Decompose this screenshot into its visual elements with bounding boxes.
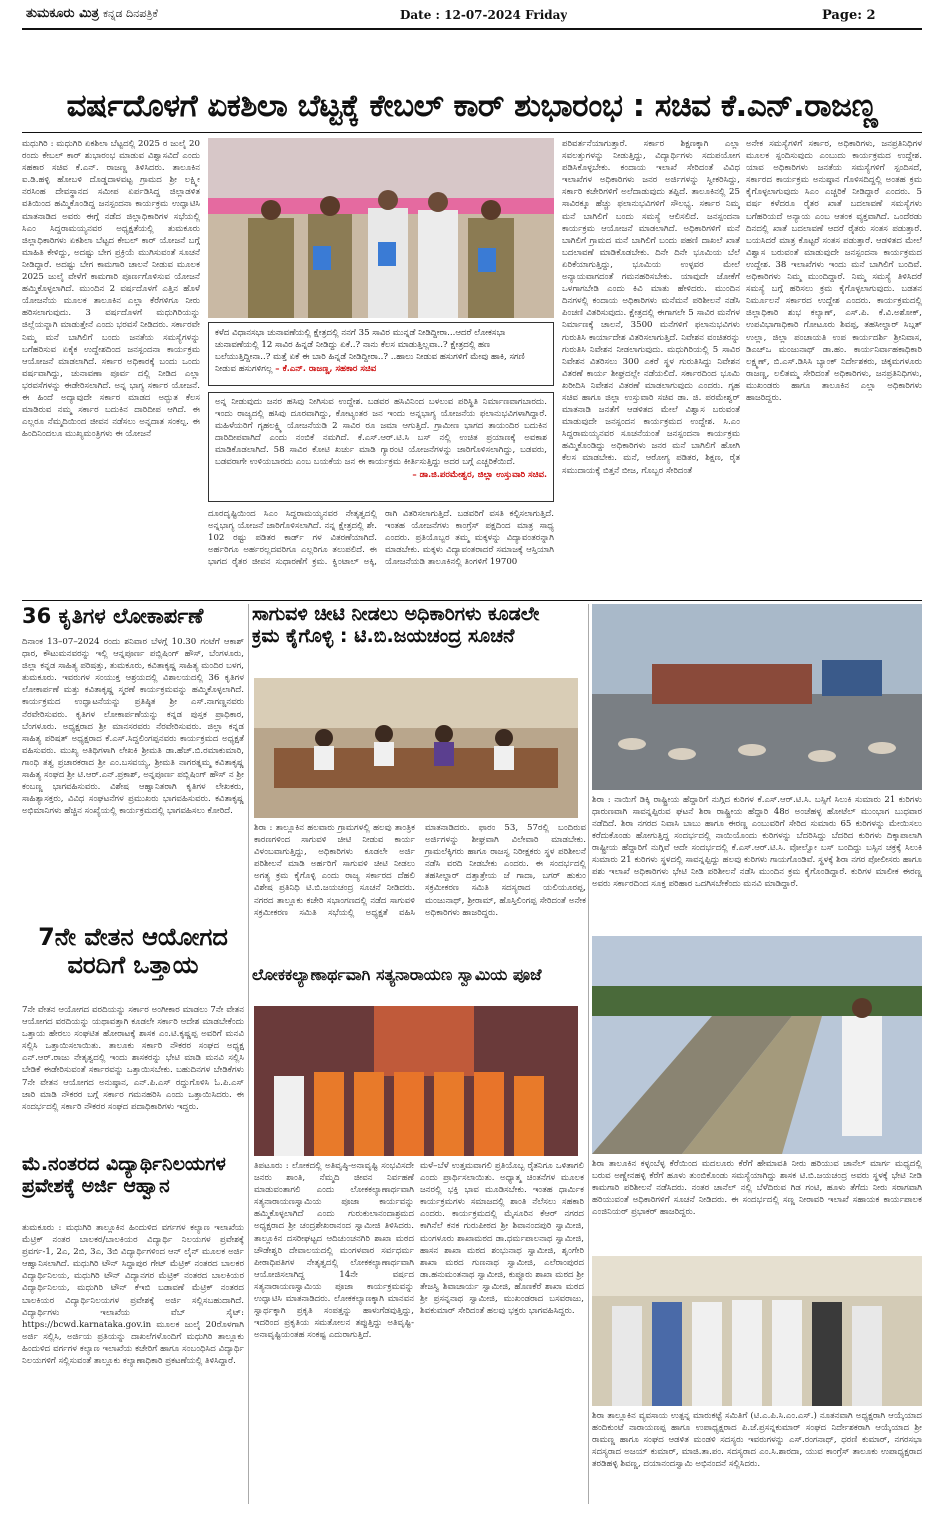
- canal-photo: [592, 936, 922, 1154]
- land-headline-line1: ಸಾಗುವಳಿ ಚೀಟಿ ನೀಡಲು ಅಧಿಕಾರಿಗಳು ಕೂಡಲೇ: [252, 604, 540, 625]
- hostel-headline-line1: ಮೆ.ನಂತರದ ವಿದ್ಯಾರ್ಥಿನಿಲಯಗಳ: [22, 1154, 226, 1175]
- land-headline-line2: ಕ್ರಮ ಕೈಗೊಳ್ಳಿ : ಟಿ.ಬಿ.ಜಯಚಂದ್ರ ಸೂಚನೆ: [252, 624, 515, 647]
- minister-quote-box: [208, 322, 554, 386]
- parameshwar-attribution: – ಡಾ.ಜಿ.ಪರಮೇಶ್ವರ, ಜಿಲ್ಲಾ ಉಸ್ತುವಾರಿ ಸಚಿವ.: [412, 469, 547, 480]
- highway-photo-graphic: [592, 604, 922, 790]
- masthead-title: ತುಮಕೂರು ಮಿತ್ರ: [26, 6, 99, 21]
- satyanarayana-photo: [254, 1006, 578, 1156]
- headline-rule: [22, 132, 922, 133]
- quote-attribution: – ಕೆ.ಎನ್. ರಾಜಣ್ಣ, ಸಹಕಾರ ಸಚಿವ: [275, 364, 377, 374]
- canal-caption: ಶಿರಾ ತಾಲೂಕಿನ ಕಳ್ಳಂಬೆಳ್ಳ ಕೆರೆಯಿಂದ ಮದಲೂರು ಕೆರೆಗೆ ಹೇಮಾವತಿ ನೀರು ಹರಿಯುವ ಚಾನೆಲ್ ಮಾರ್ಗ ಮಧ್ಯದಲ್ಲಿ ಬರುವ ಅಣ್ಣೇನಹಳ್ಳಿ ಕೆರೆಗೆ ಹೂಳು ತುಂಬಿಕೊಂಡು ಸಮಸ್ಯೆಯಾಗಿದ್ದು ಶಾಸಕ ಟಿ.ಬಿ.ಜಯಚಂದ್ರ ಅವರು ಸ್ಥಳಕ್ಕೆ ಭೇಟಿ ನೀಡಿ ಕಾಮಗಾರಿ ಪರಿಶೀಲನೆ ನಡೆಸಿದರು. ನಂತರ ಚಾನೆಲ್ ನಲ್ಲಿ ಬೆಳೆದಿರುವ ಗಿಡ ಗಂಟಿ, ಹೂಳು ತೆಗೆದು ನೀರು ಸರಾಗವಾಗಿ ಹರಿಯುವಂತೆ ಅಧಿಕಾರಿಗಳಿಗೆ ಸೂಚನೆ ನೀಡಿದರು. ಈ ಸಂದರ್ಭದಲ್ಲಿ ಸಣ್ಣ ನೀರಾವರಿ ಇಲಾಖೆ ಸಹಾಯಕ ಕಾರ್ಯಪಾಲಕ ಎಂಜಿನಿಯರ್ ಪ್ರಭಾಕರ್ ಹಾಜರಿದ್ದರು.: [592, 1159, 922, 1217]
- hostel-body: ತುಮಕೂರು : ಮಧುಗಿರಿ ತಾಲ್ಲೂಕಿನ ಹಿಂದುಳಿದ ವರ್ಗಗಳ ಕಲ್ಯಾಣ ಇಲಾಖೆಯ ಮೆಟ್ರಿಕ್ ನಂತರ ಬಾಲಕರ/ಬಾಲಕಿಯರ ವಿದ್ಯಾರ್ಥಿ ನಿಲಯಗಳ ಪ್ರವೇಶಕ್ಕೆ ಪ್ರವರ್ಗ-1, 2ಎ, 2ಬಿ, 3ಎ, 3ಬಿ ವಿದ್ಯಾರ್ಥಿಗಳಿಂದ ಆನ್ ಲೈನ್ ಮೂಲಕ ಅರ್ಜಿ ಆಹ್ವಾನಿಸಲಾಗಿದೆ. ಮಧುಗಿರಿ ಟೌನ್ ಸಿದ್ದಾಪುರ ಗೇಟ್ ಮೆಟ್ರಿಕ್ ನಂತರದ ಬಾಲಕರ ವಿದ್ಯಾರ್ಥಿನಿಲಯ, ಮಧುಗಿರಿ ಟೌನ್ ವಿದ್ಯಾನಗರ ಮೆಟ್ರಿಕ್ ನಂತರದ ಬಾಲಕಿಯರ ವಿದ್ಯಾರ್ಥಿನಿಲಯ, ಮಧುಗಿರಿ ಟೌನ್ ಕೆಇಬಿ ಬಡಾವಣೆ ಮೆಟ್ರಿಕ್ ನಂತರದ ಬಾಲಕಿಯರ ವಿದ್ಯಾರ್ಥಿನಿಲಯಗಳ ಪ್ರವೇಶಕ್ಕೆ ಅರ್ಜಿ ಸಲ್ಲಿಸಬಹುದಾಗಿದೆ. ವಿದ್ಯಾರ್ಥಿಗಳು ಇಲಾಖೆಯ ವೆಬ್ ಸೈಟ್: https://bcwd.karnataka.gov.in ಮೂಲಕ ಜುಲೈ 20ರೊಳಗಾಗಿ ಅರ್ಜಿ ಸಲ್ಲಿಸಿ, ಅರ್ಜಿಯ ಪ್ರತಿಯನ್ನು ದಾಖಲೆಗಳೊಂದಿಗೆ ಮಧುಗಿರಿ ತಾಲ್ಲೂಕು ಹಿಂದುಳಿದ ವರ್ಗಗಳ ಕಲ್ಯಾಣ ಇಲಾಖೆಯ ಕಚೇರಿಗೆ ಹಾಗೂ ಸಂಬಂಧಿಸಿದ ವಿದ್ಯಾರ್ಥಿ ನಿಲಯಗಳಿಗೆ ಸಲ್ಲಿಸುವಂತೆ ತಾಲ್ಲೂಕು ಕಲ್ಯಾಣಾಧಿಕಾರಿ ಪ್ರಕಟಣೆಯಲ್ಲಿ ತಿಳಿಸಿದ್ದಾರೆ.: [22, 1223, 244, 1367]
- accident-caption: ಶಿರಾ : ನಾಯಿಗೆ ಡಿಕ್ಕಿ ರಾಷ್ಟ್ರೀಯ ಹೆದ್ದಾರಿಗೆ ನುಗ್ಗಿದ ಕುರಿಗಳ ಕೆ.ಎಸ್.ಆರ್.ಟಿ.ಸಿ. ಬಸ್ಸಿಗೆ ಸಿಲುಕಿ ಸುಮಾರು 21 ಕುರಿಗಳು ಧಾರುಣವಾಗಿ ಸಾವನ್ನಪ್ಪಿರುವ ಘಟನೆ ಶಿರಾ ರಾಷ್ಟ್ರೀಯ ಹೆದ್ದಾರಿ 48ರ ಅಂಚೆಹಳ್ಳ ಹೋಟೆಲ್ ಮುಂಭಾಗ ಬುಧವಾರ ನಡೆದಿದೆ. ಶಿರಾ ನಗರದ ನಿವಾಸಿ ಬಾಬು ಹಾಗೂ ಈರಣ್ಣ ಎಂಬುವರಿಗೆ ಸೇರಿದ ಸುಮಾರು 65 ಕುರಿಗಳನ್ನು ಮೇಯಿಸಲು ಕರೆದುಕೊಂಡು ಹೋಗುತ್ತಿದ್ದ ಸಂದರ್ಭದಲ್ಲಿ ನಾಯಿಯೊಂದು ಕುರಿಗಳನ್ನು ಬೆದರಿಸಿದ್ದು ಬೆದರಿದ ಕುರಿಗಳು ದಿಕ್ಕಾಪಾಲಾಗಿ ರಾಷ್ಟ್ರೀಯ ಹೆದ್ದಾರಿಗೆ ನುಗ್ಗಿವೆ ಆದೇ ಸಂದರ್ಭದಲ್ಲಿ ಕೆ.ಎಸ್.ಆರ್.ಟಿ.ಸಿ. ವೋಲ್ವೋ ಬಸ್ ಬಂದಿದ್ದು ಬಸ್ಸಿನ ಚಕ್ರಕ್ಕೆ ಸಿಲುಕಿ ಸುಮಾರು 21 ಕುರಿಗಳು ಸ್ಥಳದಲ್ಲಿ ಸಾವನ್ನಪ್ಪಿದ್ದು ಹಲವು ಕುರಿಗಳು ಗಾಯಗೊಂಡಿವೆ. ಸ್ಥಳಕ್ಕೆ ಶಿರಾ ನಗರ ಪೋಲೀಸರು ಹಾಗೂ ಪಶು ಇಲಾಖೆ ಅಧಿಕಾರಿಗಳು ಭೇಟಿ ನೀಡಿ ಪರಿಶೀಲನೆ ನಡೆಸಿ ಮುಂದಿನ ಕ್ರಮ ಕೈಗೊಂಡಿದ್ದಾರೆ. ಕುರಿಗಳ ಮಾಲೀಕ ಈರಣ್ಣ ಅವರು ಸರ್ಕಾರದಿಂದ ಸೂಕ್ತ ಪರಿಹಾರ ಒದಗಿಸಬೇಕೆಂದು ಮನವಿ ಮಾಡಿದ್ದಾರೆ.: [592, 795, 922, 889]
- land-body: ಶಿರಾ : ತಾಲ್ಲೂಕಿನ ಹಲವಾರು ಗ್ರಾಮಗಳಲ್ಲಿ ಹಲವು ತಾಂತ್ರಿಕ ಕಾರಣಗಳಿಂದ ಸಾಗುವಳಿ ಚೀಟಿ ನೀಡುವ ಕಾರ್ಯ ವಿಳಂಬವಾಗುತ್ತಿದ್ದು, ಅಧಿಕಾರಿಗಳು ಕೂಡಲೇ ಅರ್ಜಿ ಪರಿಶೀಲನೆ ಮಾಡಿ ಅರ್ಹರಿಗೆ ಸಾಗುವಳಿ ಚೀಟಿ ನೀಡಲು ಅಗತ್ಯ ಕ್ರಮ ಕೈಗೊಳ್ಳಿ ಎಂದು ರಾಜ್ಯ ಸರ್ಕಾರದ ದೆಹಲಿ ವಿಶೇಷ ಪ್ರತಿನಿಧಿ ಟಿ.ಬಿ.ಜಯಚಂದ್ರ ಸೂಚನೆ ನೀಡಿದರು. ನಗರದ ತಾಲ್ಲೂಕು ಕಚೇರಿ ಸಭಾಂಗಣದಲ್ಲಿ ನಡೆದ ಸಾಗುವಳಿ ಸಕ್ರಮೀಕರಣ ಸಮಿತಿ ಸಭೆಯಲ್ಲಿ ಅಧ್ಯಕ್ಷತೆ ವಹಿಸಿ ಮಾತನಾಡಿದರು. ಫಾರಂ 53, 57ರಲ್ಲಿ ಬಂದಿರುವ ಅರ್ಜಿಗಳನ್ನು ಶೀಘ್ರವಾಗಿ ವಿಲೇವಾರಿ ಮಾಡಬೇಕು. ಗ್ರಾಮಲೆಕ್ಕಿಗರು ಹಾಗೂ ರಾಜಸ್ವ ನಿರೀಕ್ಷಕರು ಸ್ಥಳ ಪರಿಶೀಲನೆ ನಡೆಸಿ ವರದಿ ನೀಡಬೇಕು ಎಂದರು. ಈ ಸಂದರ್ಭದಲ್ಲಿ ತಹಸೀಲ್ದಾರ್ ದತ್ತಾತ್ರೇಯ ಜೆ ಗಾದಾ, ಬಗರ್ ಹುಕುಂ ಸಕ್ರಮೀಕರಣ ಸಮಿತಿ ಸದಸ್ಯರಾದ ಯಲಿಯೂರಪ್ಪ, ಮಂಜುನಾಥ್, ಶ್ರೀರಾಮ್, ಹೊಸ್ತಿಲಿಂಗಪ್ಪ ಸೇರಿದಂತೆ ಅನೇಕ ಅಧಿಕಾರಿಗಳು ಹಾಜರಿದ್ದರು.: [254, 823, 586, 918]
- parameshwar-quote-text: ಅನ್ನ ನೀಡುವುದು ಜನರ ಹಸಿವು ನೀಗಿಸುವ ಉದ್ದೇಶ. ಬಡವರ ಹಸಿವಿನಿಂದ ಬಳಲುವ ಪರಿಸ್ಥಿತಿ ನಿರ್ಮಾಣವಾಗಬಾರದು. ಇಂದು ರಾಜ್ಯದಲ್ಲಿ ಹಸಿವು ದೂರವಾಗಿದ್ದು, ಕೋಟ್ಯಂತರ ಜನ ಇಂದು ಅನ್ನಭಾಗ್ಯ ಯೋಜನೆಯ ಫಲಾನುಭವಿಗಳಾಗಿದ್ದಾರೆ. ಮಹಿಳೆಯರಿಗೆ ಗೃಹಲಕ್ಷ್ಮಿ ಯೋಜನೆಯಡಿ 2 ಸಾವಿರ ರೂ ಜಮಾ ಆಗುತ್ತಿದೆ. ಗ್ರಾಮೀಣ ಭಾಗದ ತಾಯಂದಿರ ಬದುಕಿನ ದಾರಿದೀಪವಾಗಿದೆ ಎಂದು ನಂಬಿಕೆ ನಮಗಿದೆ. ಕೆ.ಎಸ್.ಆರ್.ಟಿ.ಸಿ ಬಸ್ ನಲ್ಲಿ ಉಚಿತ ಪ್ರಯಾಣಕ್ಕೆ ಅವಕಾಶ ಮಾಡಿಕೊಡಲಾಗಿದೆ. 58 ಸಾವಿರ ಕೋಟಿ ಖರ್ಚು ಮಾಡಿ ಗ್ಯಾರಂಟಿ ಯೋಜನೆಗಳನ್ನು ಜಾರಿಗೊಳಿಸಲಾಗಿದ್ದು, ಬಡವರು, ಬಡವರಾಗೇ ಉಳಿಯಬಾರದು ಎಂಬ ಬಯಕೆಯ ಜನ ಈ ಕಾರ್ಯಕ್ರಮ ಕೀರ್ತಿಸುತ್ತಿದ್ದು ಅದರ ಬಗ್ಗೆ ಎಚ್ಚರಿಕೆಯಿದೆ.: [215, 397, 547, 468]
- pay-commission-headline-line1: 7ನೇ ವೇತನ ಆಯೋಗದ: [38, 924, 228, 951]
- felicitation-caption: ಶಿರಾ ತಾಲ್ಲೂಕಿನ ವ್ಯವಸಾಯ ಉತ್ಪನ್ನ ಮಾರುಕಟ್ಟೆ ಸಮಿತಿಗೆ (ಟಿ.ಎ.ಪಿ.ಸಿ.ಎಂ.ಎಸ್.) ನೂತನವಾಗಿ ಅಧ್ಯಕ್ಷರಾಗಿ ಆಯ್ಕೆಯಾದ ಹಂದಿಕುಂಟೆ ನಾರಾಯಣಪ್ಪ ಹಾಗೂ ಉಪಾಧ್ಯಕ್ಷರಾದ ಪಿ.ಜೆ.ಪ್ರಸನ್ನಕುಮಾರ್ ಸಂಘದ ನಿರ್ದೇಶಕರಾಗಿ ಆಯ್ಕೆಯಾದ ಶ್ರೀ ರಾಮಣ್ಣ ಹಾಗೂ ಸಂಘದ ಆಡಳಿತ ಮಂಡಳಿ ಸದಸ್ಯರು ಇವರುಗಳನ್ನು ಎಸ್.ರಂಗನಾಥ್, ಧರಣಿ ಕುಮಾರ್, ನಗರಸಭಾ ಸದಸ್ಯರಾದ ಅಜಯ್ ಕುಮಾರ್, ಮಾಜಿ.ತಾ.ಪಂ. ಸದಸ್ಯರಾದ ಎಂ.ಸಿ.ಶಾರದಾ, ಯುವ ಕಾಂಗ್ರೆಸ್ ತಾಲೂಕು ಉಪಾಧ್ಯಕ್ಷರಾದ ತರಡಿಹಳ್ಳಿ ಶಿವಣ್ಣ, ದಯಾನಂದಸ್ವಾಮಿ ಅಭಿನಂದನೆ ಸಲ್ಲಿಸಿದರು.: [592, 1411, 922, 1469]
- accident-photo: [592, 604, 922, 790]
- main-story-photo: [208, 138, 554, 318]
- column-rule-right: [588, 604, 589, 1504]
- satyanarayana-col2: ಮಳೆ–ಬೆಳೆ ಉತ್ತಮವಾಗಲಿ ಪ್ರತಿಯೊಬ್ಬ ರೈತನಿಗೂ ಒಳಿತಾಗಲಿ ಎಂದು ಪ್ರಾರ್ಥಿಸಲಾಯಿತು. ಅಧ್ಯಾತ್ಮ ಚಿಂತನೆಗಳ ಮೂಲಕ ಜನರಲ್ಲಿ ಭಕ್ತಿ ಭಾವ ಮೂಡಿಸಬೇಕು. ಇಂತಹ ಧಾರ್ಮಿಕ ಕಾರ್ಯಕ್ರಮಗಳು ಸಮಾಜದಲ್ಲಿ ಶಾಂತಿ ನೆಲೆಸಲು ಸಹಕಾರಿ ಎಂದರು. ಕಾರ್ಯಕ್ರಮದಲ್ಲಿ ಮೈಸೂರಿನ ಕೆಆರ್ ನಗರದ ಕಾಗಿನೆಲೆ ಕನಕ ಗುರುಪೀಠದ ಶ್ರೀ ಶಿವಾನಂದಪುರಿ ಸ್ವಾಮೀಜಿ, ಮಂಗಳೂರು ಶಾಖಾಮಠದ ಡಾ.ಧರ್ಮಪಾಲನಾಥ ಸ್ವಾಮೀಜಿ, ಹಾಸನ ಶಾಖಾ ಮಠದ ಶಂಭುನಾಥ ಸ್ವಾಮೀಜಿ, ಶೃಂಗೇರಿ ಶಾಖಾ ಮಠದ ಗುಣನಾಥ ಸ್ವಾಮೀಜಿ, ಎಲೆರಾಂಪುರದ ಡಾ.ಹನುಮಂತನಾಥ ಸ್ವಾಮೀಜಿ, ಕುಪ್ಪೂರು ಶಾಖಾ ಮಠದ ಶ್ರೀ ತೇಜಸ್ವಿ ಶಿವಾಚಾರ್ಯ ಸ್ವಾಮೀಜಿ, ಹೊಣಕೆರೆ ಶಾಖಾ ಮಠದ ಶ್ರೀ ಪ್ರಸನ್ನನಾಥ ಸ್ವಾಮೀಜಿ, ಮುಖಂಡರಾದ ಬಸವರಾಜು, ಶಿವಕುಮಾರ್ ಸೇರಿದಂತೆ ಹಲವು ಭಕ್ತರು ಭಾಗವಹಿಸಿದ್ದರು.: [420, 1161, 584, 1317]
- felicitation-photo: [592, 1256, 922, 1406]
- pay-commission-body: 7ನೇ ವೇತನ ಆಯೋಗದ ವರದಿಯನ್ನು ಸರ್ಕಾರ ಅಂಗೀಕಾರ ಮಾಡಲು 7ನೇ ವೇತನ ಆಯೋಗದ ವರದಿಯನ್ನು ಯಥಾವತ್ತಾಗಿ ಕೂಡಲೇ ಸರ್ಕಾರಿ ಆದೇಶ ಮಾಡಬೇಕೆಂದು ಒತ್ತಾಯ ಹೇರಲು ಸಂಘಟಿತ ಹೋರಾಟಕ್ಕೆ ಶಾಸಕ ಎಂ.ಟಿ.ಕೃಷ್ಣಪ್ಪ ಅವರಿಗೆ ಮನವಿ ಸಲ್ಲಿಸಿ ಒತ್ತಾಯಿಸಲಾಯಿತು. ತಾಲೂಕು ಸರ್ಕಾರಿ ನೌಕರರ ಸಂಘದ ಅಧ್ಯಕ್ಷ ಎನ್.ಆರ್.ರಾಜು ನೇತೃತ್ವದಲ್ಲಿ ಇಂದು ಶಾಸಕರನ್ನು ಭೇಟಿ ಮಾಡಿ ಮನವಿ ಸಲ್ಲಿಸಿ ಬೇಡಿಕೆ ಈಡೇರಿಸುವಂತೆ ಸರ್ಕಾರವನ್ನು ಒತ್ತಾಯಿಸಬೇಕು. ಬಹುದಿನಗಳ ಬೇಡಿಕೆಗಳು 7ನೇ ವೇತನ ಆಯೋಗದ ಅನುಷ್ಠಾನ, ಎನ್.ಪಿ.ಎಸ್ ರದ್ದುಗೊಳಿಸಿ ಓ.ಪಿ.ಎಸ್ ಜಾರಿ ಮಾಡಿ ನೌಕರರ ಬಗ್ಗೆ ಸರ್ಕಾರ ಗಮನಹರಿಸಿ ಎಂದು ಒತ್ತಾಯಿಸಿದರು. ಈ ಸಂದರ್ಭದಲ್ಲಿ ಸರ್ಕಾರಿ ನೌಕರರ ಸಂಘದ ಪದಾಧಿಕಾರಿಗಳು ಇದ್ದರು.: [22, 1005, 244, 1112]
- quote-text: ಕಳೆದ ವಿಧಾನಸಭಾ ಚುನಾವಣೆಯಲ್ಲಿ ಕ್ಷೇತ್ರದಲ್ಲಿ ನನಗೆ 35 ಸಾವಿರ ಮುನ್ನಡೆ ನೀಡಿದ್ದೀರಾ...ಆದರೆ ಲೋಕಸಭಾ ಚುನಾವಣೆಯಲ್ಲಿ 12 ಸಾವಿರ ಹಿನ್ನಡೆ ನೀಡಿದ್ದು ಏಕೆ..? ನಾನು ಕೆಲಸ ಮಾಡುತ್ತಿಲ್ಲವಾ..? ಕ್ಷೇತ್ರದಲ್ಲಿ ಹಣ ಬಲೆಯುತ್ತಿದ್ದೀನಾ..? ಮತ್ತೆ ಏಕೆ ಈ ಬಾರಿ ಹಿನ್ನಡೆ ನೀಡಿದ್ದೀರಾ..? ..ಹಾಲು ನೀಡುವ ಹಸುಗಳಿಗೆ ಮೇವು ಹಾಕಿ, ಸಗಣಿ ನೀಡುವ ಹಸುಗಳಿಗಲ್ಲ: [215, 328, 525, 374]
- main-story-col3: ಪರಿವರ್ತನೆಯಾಗುತ್ತಾರೆ. ಸರ್ಕಾರ ಶಿಕ್ಷಣಕ್ಕಾಗಿ ಎಲ್ಲಾ ಸವಲತ್ತುಗಳನ್ನು ನೀಡುತ್ತಿದ್ದು, ವಿದ್ಯಾರ್ಥಿಗಳು ಸದುಪಯೋಗ ಪಡಿಸಿಕೊಳ್ಳಬೇಕು. ಕಂದಾಯ ಇಲಾಖೆ ಸೇರಿದಂತೆ ವಿವಿಧ ಇಲಾಖೆಗಳ ಅಧಿಕಾರಿಗಳು ಜನರ ಅರ್ಜಿಗಳನ್ನು ಸ್ವೀಕರಿಸಿದ್ದು, ಸರ್ಕಾರಿ ಕಚೇರಿಗಳಿಗೆ ಅಲೆದಾಡುವುದು ತಪ್ಪಿದೆ. ತಾಲೂಕಿನಲ್ಲಿ 25 ಸಾವಿರಕ್ಕೂ ಹೆಚ್ಚು ಫಲಾನುಭವಿಗಳಿಗೆ ಸೌಲಭ್ಯ. ಸರ್ಕಾರ ನಿಮ್ಮ ಮನೆ ಬಾಗಿಲಿಗೆ ಬಂದು ಸಮಸ್ಯೆ ಆಲಿಸಲಿದೆ. ಜನಸ್ಪಂದನಾ ಕಾರ್ಯಕ್ರಮ ಆಯೋಜನೆ ಮಾಡಲಾಗಿದೆ. ಅಧಿಕಾರಿಗಳಿಗೆ ಮನೆ ಬಾಗಿಲಿಗೆ ಗ್ರಾಮದ ಮನೆ ಬಾಗಿಲಿಗೆ ಬಂದು ಪಹಣಿ ದಾಖಲೆ ಖಾತೆ ಬದಲಾವಣೆ ಮಾಡಿಕೊಡಬೇಕು. ದಿನೇ ದಿನೇ ಭೂಮಿಯ ಬೆಲೆ ಏರಿಕೆಯಾಗುತ್ತಿದ್ದು, ಭೂಮಿಯ ಉಳ್ಳವರ ಮೇಲೆ ಅನ್ಯಾಯವಾಗದಂತೆ ಗಮನಹರಿಸಬೇಕು. ಯಾವುದೇ ಜೋಕೆಗೆ ಒಳಗಾಗಬೇಡಿ ಎಂದು ಕಿವಿ ಮಾತು ಹೇಳಿದರು. ಮುಂದಿನ ದಿನಗಳಲ್ಲಿ ಕಂದಾಯ ಅಧಿಕಾರಿಗಳು ಮನೆಮನೆ ಪರಿಶೀಲನೆ ನಡೆಸಿ ಪಿಂಚಣಿ ವಿತರಿಸುವುದು. ಕ್ಷೇತ್ರದಲ್ಲಿ ಈಗಾಗಲೇ 5 ಸಾವಿರ ಮನೆಗಳ ನಿರ್ಮಾಣಕ್ಕೆ ಚಾಲನೆ, 3500 ಮನೆಗಳಿಗೆ ಫಲಾನುಭವಿಗಳು ಗುರುತಿಸಿ ಕಾರ್ಯಾದೇಶ ವಿತರಿಸಲಾಗುತ್ತಿದೆ. ನಿವೇಶನ ವಂಚಿತರನ್ನು ಗುರುತಿಸಿ ನಿವೇಶನ ನೀಡಲಾಗುವುದು. ಮಧುಗಿರಿಯಲ್ಲಿ 5 ಸಾವಿರ ನಿವೇಶನ ವಿತರಿಸಲು 300 ಎಕರೆ ಸ್ಥಳ ಗುರುತಿಸಿದ್ದು ನಿವೇಶನ ವಿತರಣೆ ಕಾರ್ಯ ಶೀಘ್ರದಲ್ಲೇ ನಡೆಯಲಿದೆ. ಸರ್ಕಾರದಿಂದ ಭೂಮಿ ಖರೀದಿಸಿ ನಿವೇಶನ ವಿತರಣೆ ಮಾಡಲಾಗುವುದು ಎಂದರು. ಗೃಹ ಸಚಿವ ಹಾಗೂ ಜಿಲ್ಲಾ ಉಸ್ತುವಾರಿ ಸಚಿವ ಡಾ. ಜಿ. ಪರಮೇಶ್ವರ್ ಮಾತನಾಡಿ ಜನತೆಗೆ ಆಡಳಿತದ ಮೇಲೆ ವಿಶ್ವಾಸ ಬರುವಂತೆ ಮಾಡುವುದೇ ಜನಸ್ಪಂದನ ಕಾರ್ಯಕ್ರಮದ ಉದ್ದೇಶ. ಸಿ.ಎಂ ಸಿದ್ದರಾಮಯ್ಯನವರ ಸೂಚನೆಯಂತೆ ಜನಸ್ಪಂದನಾ ಕಾರ್ಯಕ್ರಮ ಹಮ್ಮಿಕೊಂಡಿದ್ದು ಅಧಿಕಾರಿಗಳು ಜನರ ಮನೆ ಬಾಗಿಲಿಗೆ ಹೋಗಿ ಕೆಲಸ ಮಾಡಬೇಕು. ಮನೆ, ಆರೋಗ್ಯ ಪಡಿತರ, ಶಿಕ್ಷಣ, ರೈತ ಸಮುದಾಯಕ್ಕೆ ಬಿತ್ತನೆ ಬೀಜ, ಗೊಬ್ಬರ ಸೇರಿದಂತೆ: [562, 139, 740, 476]
- land-headline: [252, 604, 584, 664]
- land-meeting-photo: [254, 678, 578, 818]
- masthead-rule: [22, 28, 922, 30]
- main-story-col1: ಮಧುಗಿರಿ : ಮಧುಗಿರಿ ಏಕಶಿಲಾ ಬೆಟ್ಟದಲ್ಲಿ 2025 ರ ಜುಲೈ 20 ರಂದು ಕೇಬಲ್ ಕಾರ್ ಶುಭಾರಂಭ ಮಾಡುವ ವಿಶ್ವಾಸವಿದೆ ಎಂದು ಸಹಕಾರ ಸಚಿವ ಕೆ.ಎನ್. ರಾಜಣ್ಣ ತಿಳಿಸಿದರು. ತಾಲೂಕಿನ ಐ.ಡಿ.ಹಳ್ಳಿ ಹೋಬಳಿ ದೊಡ್ಡದಾಳವಟ್ಟ ಗ್ರಾಮದ ಶ್ರೀ ಲಕ್ಷ್ಮೀ ನರಸಿಂಹ ದೇವಸ್ಥಾನದ ಸಮೀಪ ಏರ್ಪಡಿಸಿದ್ದ ಜಿಲ್ಲಾಡಳಿತ ವತಿಯಿಂದ ಹಮ್ಮಿಕೊಂಡಿದ್ದ ಜನಸ್ಪಂದನಾ ಕಾರ್ಯಕ್ರಮ ಉದ್ಘಾಟಿಸಿ ಮಾತನಾಡಿದ ಅವರು ಈಗ್ಗೆ ನಡೆದ ಜಿಲ್ಲಾಧಿಕಾರಿಗಳ ಸಭೆಯಲ್ಲಿ ಸಿಎಂ ಸಿದ್ದರಾಮಯ್ಯನವರ ಅಧ್ಯಕ್ಷತೆಯಲ್ಲಿ ತುಮಕೂರು ಜಿಲ್ಲಾಧಿಕಾರಿಗಳು ಏಕಶಿಲಾ ಬೆಟ್ಟದ ಕೇಬಲ್ ಕಾರ್ ಯೋಜನೆ ಬಗ್ಗೆ ಮಾಹಿತಿ ಕೇಳಿದ್ದು, ಅದಷ್ಟು ಬೇಗ ಪ್ರಕ್ರಿಯೆ ಮುಗಿಸುವಂತೆ ಸೂಚನೆ ನೀಡಿದ್ದಾರೆ. ಅದಷ್ಟು ಬೇಗ ಕಾಮಗಾರಿ ಚಾಲನೆ ನೀಡುವ ಮೂಲಕ 2025 ಜುಲೈ ವೇಳೆಗೆ ಕಾಮಗಾರಿ ಪೂರ್ಣಗೊಳಿಸುವ ಯೋಜನೆ ಹಮ್ಮಿಕೊಳ್ಳಲಾಗಿದೆ. ಮುಂದಿನ 2 ವರ್ಷದೊಳಗೆ ಎತ್ತಿನ ಹೊಳೆ ಯೋಜನೆಯ ಮೂಲಕ ತಾಲೂಕಿನ ಎಲ್ಲಾ ಕೆರೆಗಳಿಗೂ ನೀರು ಹರಿಸಲಾಗುವುದು. 3 ವರ್ಷದೊಳಗೆ ಮಧುಗಿರಿಯನ್ನು ಜಿಲ್ಲೆಯನ್ನಾಗಿ ಮಾಡುತ್ತೇನೆ ಎಂದು ಭರವಸೆ ನೀಡಿದರು. ಸರ್ಕಾರವೇ ನಿಮ್ಮ ಮನೆ ಬಾಗಿಲಿಗೆ ಬಂದು ಜನತೆಯ ಸಮಸ್ಯೆಗಳನ್ನು ಬಗೆಹರಿಸುವ ಏಕೈಕ ಉದ್ದೇಶದಿಂದ ಜನಸ್ಪಂದನಾ ಕಾರ್ಯಕ್ರಮ ಆಯೋಜನೆ ಮಾಡಲಾಗಿದೆ. ಸರ್ಕಾರ ಅಧಿಕಾರಕ್ಕೆ ಬಂದು ಒಂದು ವರ್ಷವಾಗಿದ್ದು, ಚುನಾವಣಾ ಪೂರ್ವ ದಲ್ಲಿ ನೀಡಿದ ಎಲ್ಲಾ ಭರವಸೆಗಳನ್ನು ಈಡೇರಿಸಲಾಗಿದೆ. ಅನ್ನ ಭಾಗ್ಯ ಸರ್ಕಾರ ಯೋಜನೆ. ಈ ಹಿಂದೆ ಅದ್ಯಾವುದೇ ಸರ್ಕಾರ ಮಾಡದ ಅದ್ಭುತ ಕೆಲಸ ಮಾಡಿರುವ ನಮ್ಮ ಸರ್ಕಾರ ಬದುಕಿನ ದಾರಿದೀಪ ಆಗಿದೆ. ಈ ಎಲ್ಲರೂ ನೆಮ್ಮದಿಯಿಂದ ಜೀವನ ನಡೆಸಲು ಅನ್ನದಾತ ಸಂಕಲ್ಪ. ಈ ಹಿಂದಿನಿಂದಲೂ ಮುಖ್ಯಮಂತ್ರಿಗಳು ಈ ಯೋಜನೆ: [22, 139, 200, 440]
- masthead-date: Date : 12-07-2024 Friday: [400, 8, 568, 22]
- felicitation-photo-graphic: [592, 1256, 922, 1406]
- masthead-tagline: ಕನ್ನಡ ದಿನಪತ್ರಿಕೆ: [102, 7, 158, 20]
- canal-photo-graphic: [592, 936, 922, 1154]
- ceremony-photo-graphic: [208, 138, 554, 318]
- pay-commission-headline-line2: ವರದಿಗೆ ಒತ್ತಾಯ: [67, 950, 199, 979]
- main-story-col2-bottom: ದೂರದೃಷ್ಟಿಯಿಂದ ಸಿಎಂ ಸಿದ್ದರಾಮಯ್ಯನವರ ನೇತೃತ್ವದಲ್ಲಿ ಅನ್ನಭಾಗ್ಯ ಯೋಜನೆ ಜಾರಿಗೊಳಿಸಲಾಗಿದೆ. ನನ್ನ ಕ್ಷೇತ್ರದಲ್ಲಿ ಶೇ. 102 ರಷ್ಟು ಪಡಿತರ ಕಾರ್ಡ್ ಗಳ ವಿತರಣೆಯಾಗಿದೆ. ಅರ್ಹರಿಗೂ ಅರ್ಹರಲ್ಲದವರಿಗೂ ಎಲ್ಲರಿಗೂ ತಲುಪಲಿದೆ. ಈ ಭಾಗದ ರೈತರ ಜೀವನ ಸುಧಾರಣೆಗೆ ಕ್ರಮ. ಕ್ವಿಂಟಾಲ್ ಅಕ್ಕಿ, ರಾಗಿ ವಿತರಿಸಲಾಗುತ್ತಿದೆ. ಬಡವರಿಗೆ ವಸತಿ ಕಲ್ಪಿಸಲಾಗುತ್ತಿದೆ. ಇಂತಹ ಯೋಜನೆಗಳು ಕಾಂಗ್ರೆಸ್ ಪಕ್ಷದಿಂದ ಮಾತ್ರ ಸಾಧ್ಯ ಎಂದರು. ಪ್ರತಿಯೊಬ್ಬರ ತಮ್ಮ ಮಕ್ಕಳನ್ನು ವಿದ್ಯಾವಂತರನ್ನಾಗಿ ಮಾಡಬೇಕು. ಮಕ್ಕಳು ವಿದ್ಯಾವಂತರಾದರೆ ಸಮಾಜಕ್ಕೆ ಆಸ್ತಿಯಾಗಿ ಯೋಜನೆಯಡಿ ತಾಲೂಕಿನಲ್ಲಿ ತಿಂಗಳಿಗೆ 19700: [208, 509, 554, 568]
- meeting-photo-graphic: [254, 678, 578, 818]
- masthead-name: [26, 6, 158, 21]
- hostel-headline-line2: ಪ್ರವೇಶಕ್ಕೆ ಅರ್ಜಿ ಆಹ್ವಾನ: [22, 1174, 170, 1197]
- hostel-headline: [22, 1154, 244, 1218]
- main-headline: ವರ್ಷದೊಳಗೆ ಏಕಶಿಲಾ ಬೆಟ್ಟಕ್ಕೆ ಕೇಬಲ್ ಕಾರ್ ಶುಭಾರಂಭ : ಸಚಿವ ಕೆ.ಎನ್.ರಾಜಣ್ಣ: [66, 88, 878, 124]
- column-rule-left: [248, 604, 249, 1504]
- main-story-col4: ಅನೇಕ ಸಮಸ್ಯೆಗಳಿಗೆ ಸರ್ಕಾರ, ಅಧಿಕಾರಿಗಳು, ಜನಪ್ರತಿನಿಧಿಗಳ ಮೂಲಕ ಸ್ಪಂದಿಸುವುದು ಎಂಬುದು ಕಾರ್ಯಕ್ರಮದ ಉದ್ದೇಶ. ಯಾವ ಅಧಿಕಾರಿಗಳು ಜನತೆಯ ಸಮಸ್ಯೆಗಳಿಗೆ ಸ್ಪಂದಿಸದೆ, ಸರ್ಕಾರದ ಕಾರ್ಯಕ್ರಮ ಅನುಷ್ಠಾನ ಗೊಳಿಸದಿದ್ದಲ್ಲಿ ಅಂತಹ ಕ್ರಮ ಕೈಗೊಳ್ಳಲಾಗುವುದು ಸಿಎಂ ಎಚ್ಚರಿಕೆ ನೀಡಿದ್ದಾರೆ ಎಂದರು. 5 ವರ್ಷ ಕಳೆದರೂ ರೈತರ ಖಾತೆ ಬದಲಾವಣೆ ಸಮಸ್ಯೆಗಳು ಬಗೆಹರಿಯದೆ ಅನ್ಯಾಯ ಎಂಬ ಆತಂಕ ವ್ಯಕ್ತವಾಗಿದೆ. ಒಂದೆರಡು ದಿನದಲ್ಲಿ ಖಾತೆ ಬದಲಾವಣೆ ಆದರೆ ರೈತರು ಸಂತಸ ಪಡುತ್ತಾರೆ. ಬಯಸಿದರೆ ಮಾತ್ರ ಕೊಟ್ಟರೆ ಸಂತಸ ಪಡುತ್ತಾರೆ. ಆಡಳಿತದ ಮೇಲೆ ವಿಶ್ವಾಸ ಬರುವಂತೆ ಮಾಡುವುದೇ ಜನಸ್ಪಂದನಾ ಕಾರ್ಯಕ್ರಮದ ಉದ್ದೇಶ. 38 ಇಲಾಖೆಗಳು ಇಂದು ಮನೆ ಬಾಗಿಲಿಗೆ ಬಂದಿವೆ. ಅಧಿಕಾರಿಗಳು ನಿಮ್ಮ ಮುಂದಿದ್ದಾರೆ. ನಿಮ್ಮ ಸಮಸ್ಯೆ ತಿಳಿಸಿದರೆ ಸಮಸ್ಯೆ ಬಗ್ಗೆ ಹರಿಸಲು ಕ್ರಮ ಕೈಗೊಳ್ಳಲಾಗುವುದು. ಬಡತನ ನಿರ್ಮೂಲನೆ ಸರ್ಕಾರದ ಉದ್ದೇಶ ಎಂದರು. ಕಾರ್ಯಕ್ರಮದಲ್ಲಿ ಜಿಲ್ಲಾಧಿಕಾರಿ ಶುಭ ಕಲ್ಯಾಣ್, ಎಸ್.ಪಿ. ಕೆ.ವಿ.ಅಶೋಕ್, ಉಪವಿಭಾಗಾಧಿಕಾರಿ ಗೋಟೂರು ಶಿವಪ್ಪ, ತಹಸೀಲ್ದಾರ್ ಸಿಬ್ಗತ್ ಉಲ್ಲಾ, ಜಿಲ್ಲಾ ಪಂಚಾಯತಿ ಉಪ ಕಾರ್ಯದರ್ಶಿ ಶ್ರೀನಿವಾಸ, ಡಿಎಚ್‌ಒ ಮಂಜುನಾಥ್ ಡಾ.ಹಂ. ಕಾರ್ಯನಿರ್ವಾಹಕಾಧಿಕಾರಿ ಲಕ್ಷ್ಮಣ್, ಬಿ.ಎಸ್.ಡಿಸಿಸಿ ಬ್ಯಾಂಕ್ ನಿರ್ದೇಶಕರು, ಚಿಕ್ಕಮಗಳೂರು ರಾಜಣ್ಣ, ಲಲಿತಮ್ಮ ಸೇರಿದಂತೆ ಅಧಿಕಾರಿಗಳು, ಜನಪ್ರತಿನಿಧಿಗಳು, ಮುಖಂಡರು ಹಾಗೂ ತಾಲೂಕಿನ ಎಲ್ಲಾ ಅಧಿಕಾರಿಗಳು ಹಾಜರಿದ್ದರು.: [746, 139, 922, 403]
- works-body: ದಿನಾಂಕ 13–07–2024 ರಂದು ಶನಿವಾರ ಬೆಳಗ್ಗೆ 10.30 ಗಂಟೆಗೆ ಆಕಾಶ್ ಧಾರ, ಕೌಟುಮನವರನ್ನು ಇಲ್ಲಿ ಆನ್ನಪೂರ್ಣ ಪಬ್ಲಿಷಿಂಗ್ ಹೌಸ್, ಬೆಂಗಳೂರು, ಜಿಲ್ಲಾ ಕನ್ನಡ ಸಾಹಿತ್ಯ ಪರಿಷತ್ತು, ತುಮಕೂರು, ಕವಿತಾಕೃಷ್ಣ ಸಾಹಿತ್ಯ ಮಂದಿರ ಬಳಗ, ತುಮಕೂರು. ಇವರುಗಳ ಸಂಯುಕ್ತ ಆಶ್ರಯದಲ್ಲಿ ವಿಶಾಲಯದಲ್ಲಿ 36 ಕೃತಿಗಳ ಲೋಕಾರ್ಪಣೆ ಮತ್ತು ಕವಿತಾಕೃಷ್ಣ ಸ್ಮರಣೆ ಕಾರ್ಯಕ್ರಮವನ್ನು ಹಮ್ಮಿಕೊಳ್ಳಲಾಗಿದೆ. ಕಾರ್ಯಕ್ರಮದ ಉದ್ಘಾಟನೆಯನ್ನು ಪ್ರತಿಷ್ಠಿತ ಶ್ರೀ ಎಸ್.ನಾಗಣ್ಣನವರು ನೆರವೇರಿಸುವರು. ಕೃತಿಗಳ ಲೋಕಾರ್ಪಣೆಯನ್ನು ಕನ್ನಡ ಪುಸ್ತಕ ಪ್ರಾಧಿಕಾರ, ಬೆಂಗಳೂರು. ಅಧ್ಯಕ್ಷರಾದ ಶ್ರೀ ಮಾನಸರವರು ನೆರವೇರಿಸುವರು. ಜಿಲ್ಲಾ ಕನ್ನಡ ಸಾಹಿತ್ಯ ಪರಿಷತ್ ಅಧ್ಯಕ್ಷರಾದ ಕೆ.ಎಸ್.ಸಿದ್ದಲಿಂಗಪ್ಪನವರು ಕಾರ್ಯಕ್ರಮದ ಅಧ್ಯಕ್ಷತೆ ವಹಿಸುವರು. ಮುಖ್ಯ ಅತಿಥಿಗಳಾಗಿ ಲೇಖಕಿ ಶ್ರೀಮತಿ ಡಾ.ಹೆಚ್.ಬಿ.ರಮಾಕುಮಾರಿ, ಗಾಂಧಿ ತತ್ವ ಪ್ರಚಾರಕರಾದ ಶ್ರೀ ಎಂ.ಬಸವಯ್ಯ, ಶ್ರೀಮತಿ ನಾಗರತ್ನಮ್ಮ ಕವಿತಾಕೃಷ್ಣ ಸಾಹಿತ್ಯ ಸಂಘದ ಶ್ರೀ ಟಿ.ಆರ್.ಎನ್.ಪ್ರಕಾಶ್, ಅನ್ನಪೂರ್ಣ ಪಬ್ಲಿಷಿಂಗ್ ಹೌಸ್ ನ ಶ್ರೀ ಕಂಬಣ್ಣ ಭಾಗವಹಿಸುವರು. ವಿಶೇಷ ಆಹ್ವಾನಿತರಾಗಿ ಕೃತಿಗಳ ಲೇಖಕರು, ಸಾಹಿತ್ಯಾಸಕ್ತರು, ವಿವಿಧ ಸಂಘಟನೆಗಳ ಪ್ರಮುಖರು ಭಾಗವಹಿಸುವರು. ಕವಿತಾಕೃಷ್ಣ ಅಭಿಮಾನಿಗಳು ಹೆಚ್ಚಿನ ಸಂಖ್ಯೆಯಲ್ಲಿ ಕಾರ್ಯಕ್ರಮದಲ್ಲಿ ಭಾಗವಹಿಸಲು ಕೋರಿದೆ.: [22, 637, 244, 817]
- satyanarayana-col1: ತಿಪಟೂರು : ಲೋಕದಲ್ಲಿ ಅತಿವೃಷ್ಠಿ-ಅನಾವೃಷ್ಟಿ ಸಂಭವಿಸದೇ ಜನರು ಶಾಂತಿ, ನೆಮ್ಮದಿ ಜೀವನ ನಿರ್ವಹಣೆ ಮಾಡುವಂತಾಗಲಿ ಎಂದು ಲೋಕಕಲ್ಯಾಣಾರ್ಥವಾಗಿ ಸತ್ಯನಾರಾಯಣಸ್ವಾಮಿಯ ಪೂಜಾ ಕಾರ್ಯವನ್ನು ಹಮ್ಮಿಕೊಳ್ಳಲಾಗಿದೆ ಎಂದು ಗುರುಕುಲಾನಂದಾಶ್ರಮದ ಅಧ್ಯಕ್ಷರಾದ ಶ್ರೀ ಚಂದ್ರಶೇಖರಾನಂದ ಸ್ವಾಮೀಜಿ ತಿಳಿಸಿದರು. ತಾಲ್ಲೂಕಿನ ದಸರೀಘಟ್ಟದ ಆದಿಚುಂಚನಗಿರಿ ಶಾಖಾ ಮಠದ ಚೌಡೇಶ್ವರಿ ದೇವಾಲಯದಲ್ಲಿ ಮಂಗಳವಾರ ಸರ್ವಧರ್ಮ ಪೀಠಾಧಿಪತಿಗಳ ನೇತೃತ್ವದಲ್ಲಿ ಲೋಕಕಲ್ಯಾಣಾರ್ಥವಾಗಿ ಆಯೋಜಿಸಲಾಗಿದ್ದ 14ನೇ ವರ್ಷದ ಸತ್ಯನಾರಾಯಣಸ್ವಾಮಿಯ ಪೂಜಾ ಕಾರ್ಯಕ್ರಮವನ್ನು ಉದ್ಘಾಟಿಸಿ ಮಾತನಾಡಿದರು. ಲೋಕಕಲ್ಯಾಣಕ್ಕಾಗಿ ಮಾನವನ ಸ್ವಾರ್ಥಕ್ಕಾಗಿ ಪ್ರಕೃತಿ ಸಂಪತ್ತನ್ನು ಹಾಳುಗೆಡವುತ್ತಿದ್ದು, ಇದರಿಂದ ಪ್ರಕೃತಿಯ ಸಮತೋಲನ ತಪ್ಪುತ್ತಿದ್ದು ಅತಿವೃಷ್ಟಿ-ಅನಾವೃಷ್ಟಿಯಂತಹ ಸಂಕಷ್ಟ ಎದುರಾಗುತ್ತಿದೆ.: [254, 1161, 414, 1341]
- pay-commission-headline: [22, 924, 244, 1000]
- parameshwar-quote-box: [208, 392, 554, 502]
- works-headline: 36 ಕೃತಿಗಳ ಲೋಕಾರ್ಪಣೆ: [22, 604, 204, 628]
- page-number: Page: 2: [822, 8, 876, 23]
- section-rule-1: [22, 600, 922, 601]
- swamiji-photo-graphic: [254, 1006, 578, 1156]
- satyanarayana-headline: ಲೋಕಕಲ್ಯಾಣಾರ್ಥವಾಗಿ ಸತ್ಯನಾರಾಯಣ ಸ್ವಾಮಿಯ ಪೂಜೆ: [252, 966, 542, 984]
